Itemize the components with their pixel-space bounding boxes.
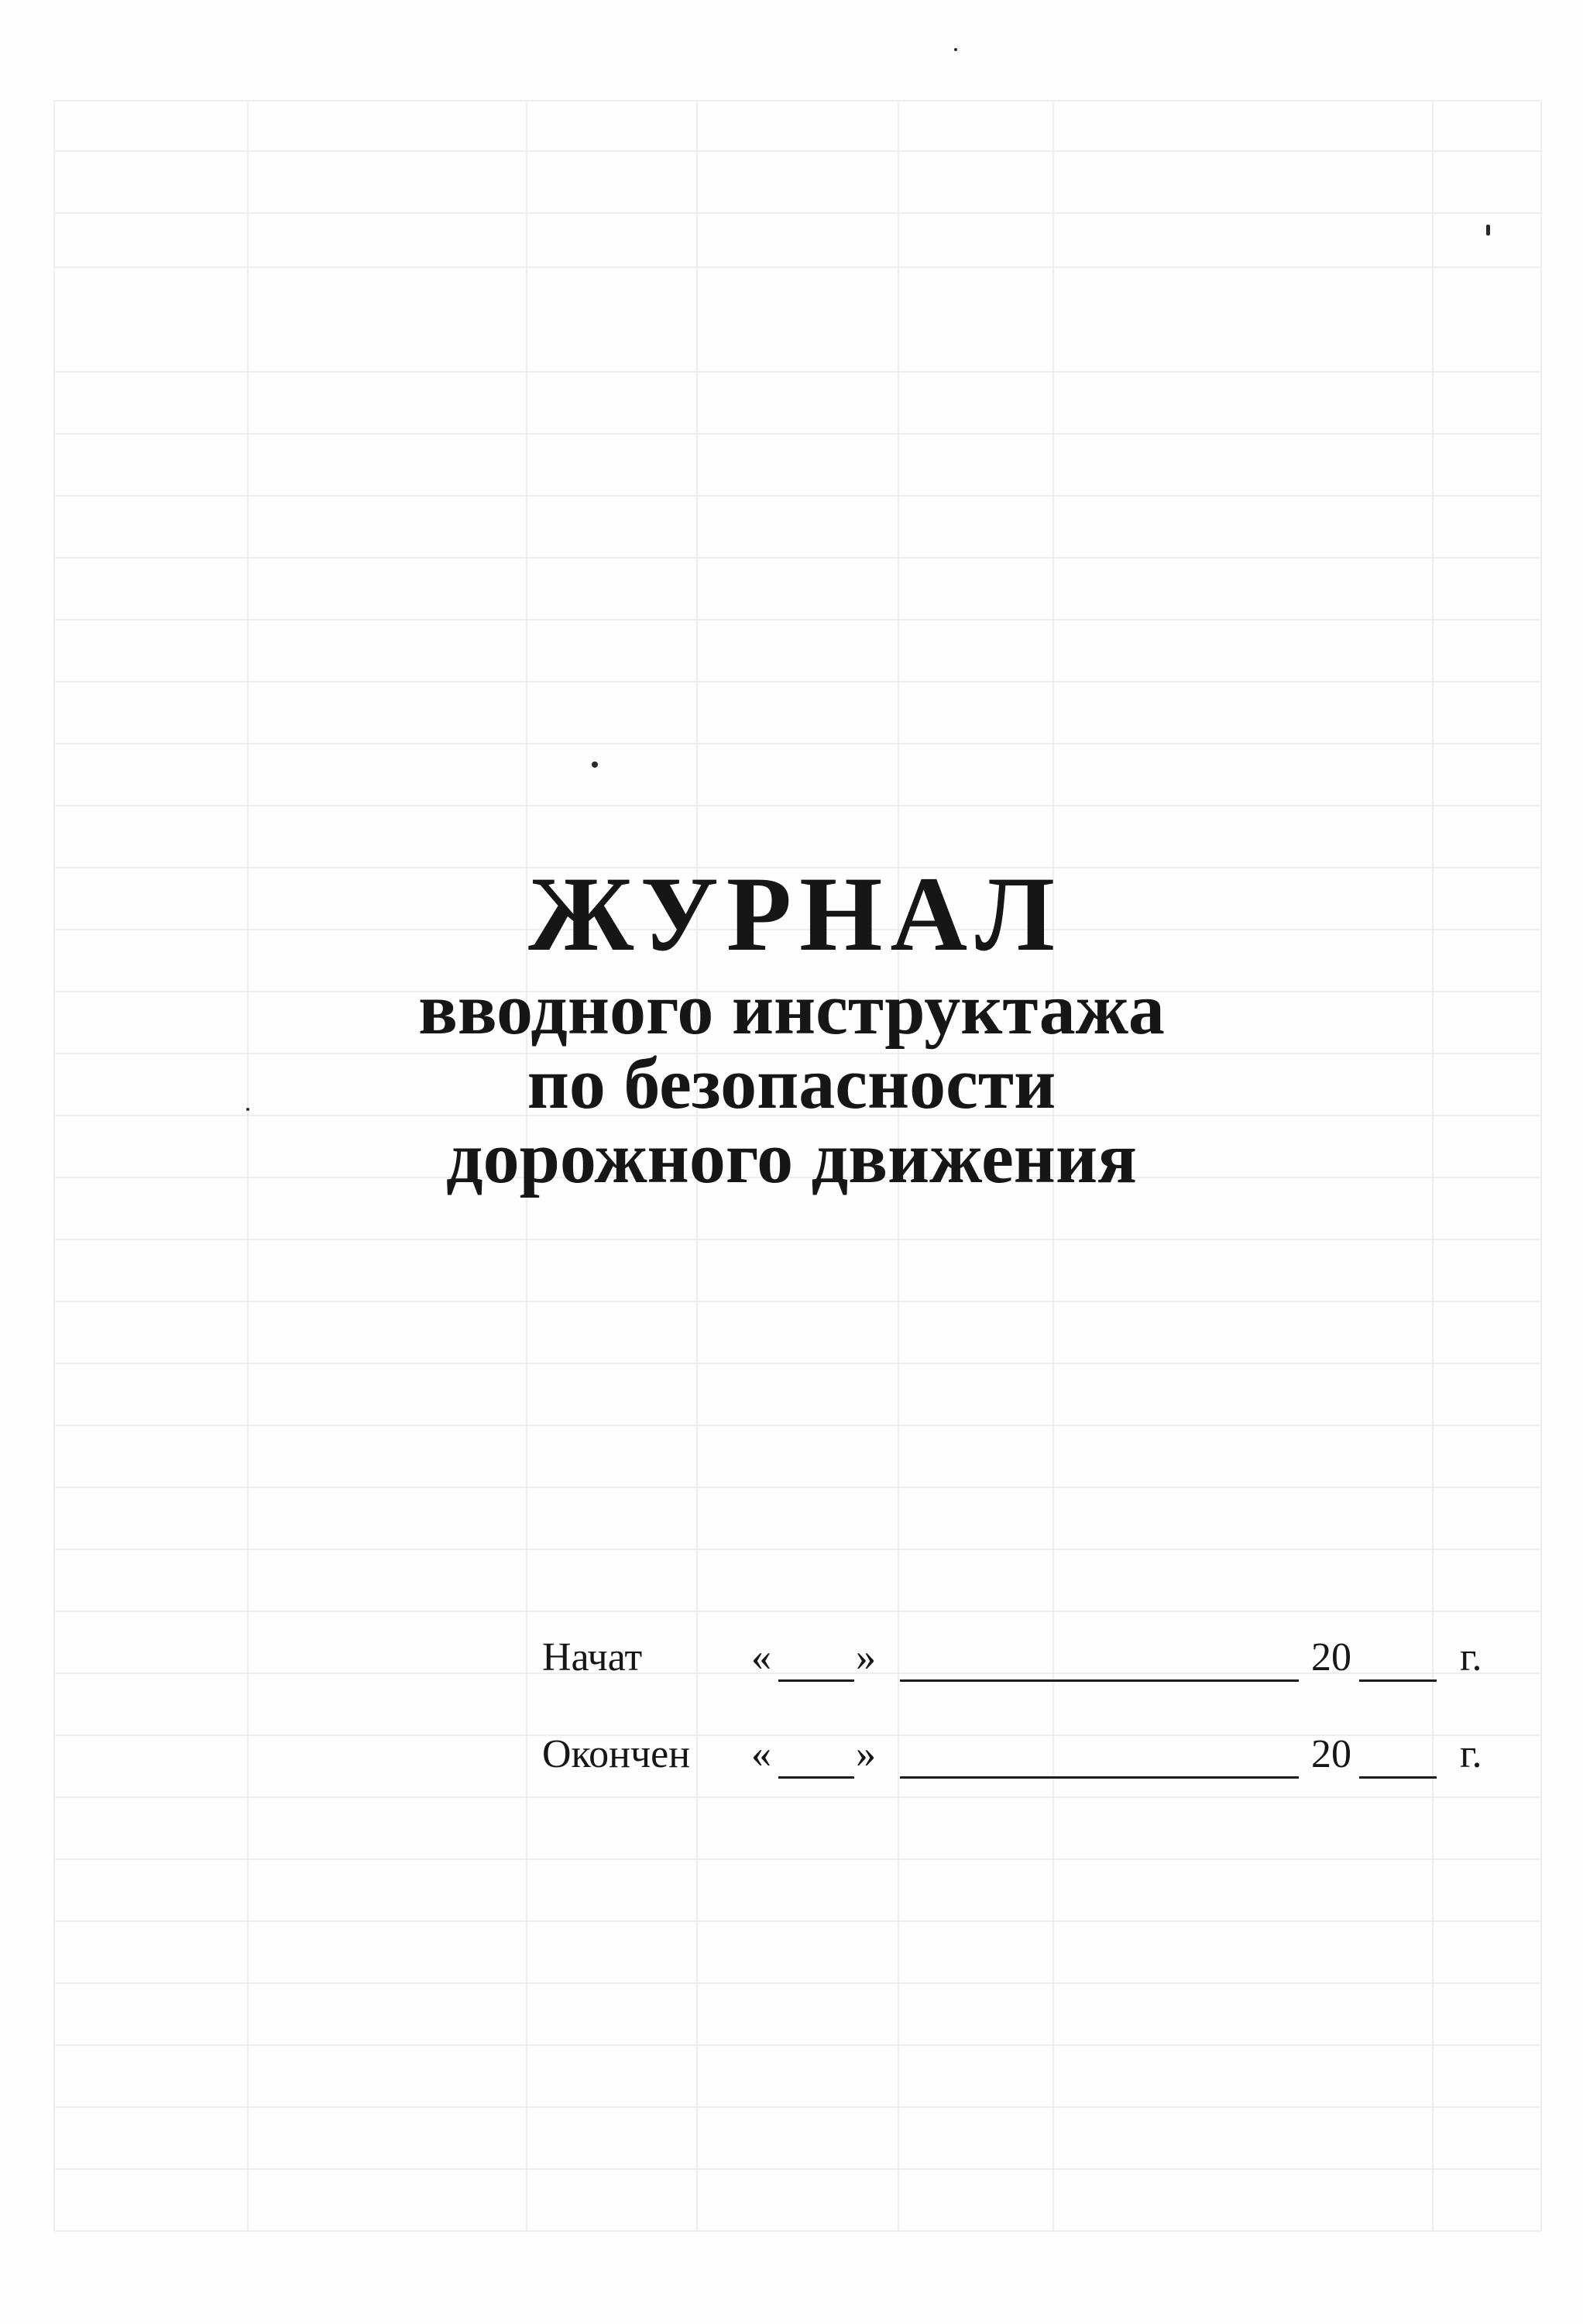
end-year-blank[interactable] — [1359, 1776, 1437, 1779]
start-date-row — [542, 1635, 1510, 1731]
start-day-open-quote: « — [751, 1635, 771, 1679]
end-day-blank[interactable] — [778, 1776, 854, 1779]
end-date-label: Окончен — [542, 1732, 691, 1776]
journal-subtitle-line-1: вводного инструктажа — [418, 969, 1165, 1050]
end-day-close-quote: » — [856, 1732, 876, 1776]
end-month-blank[interactable] — [900, 1776, 1299, 1779]
ink-speck — [954, 48, 957, 51]
end-day-open-quote: « — [751, 1732, 771, 1776]
journal-subtitle-line-3: дорожного движения — [446, 1118, 1137, 1198]
start-day-blank[interactable] — [778, 1679, 854, 1682]
ink-speck — [592, 761, 598, 768]
journal-dates — [542, 1635, 1510, 1828]
end-date-row — [542, 1731, 1510, 1828]
journal-title: ЖУРНАЛ — [528, 854, 1063, 973]
end-year-suffix: г. — [1460, 1732, 1482, 1776]
end-year-century: 20 — [1311, 1732, 1351, 1776]
start-day-close-quote: » — [856, 1635, 876, 1679]
journal-subtitle-line-2: по безопасности — [527, 1043, 1056, 1124]
start-year-suffix: г. — [1460, 1635, 1482, 1679]
start-date-label: Начат — [542, 1635, 643, 1679]
ink-speck — [1486, 225, 1490, 235]
start-year-century: 20 — [1311, 1635, 1351, 1679]
start-month-blank[interactable] — [900, 1679, 1299, 1682]
start-year-blank[interactable] — [1359, 1679, 1437, 1682]
journal-title-block — [0, 854, 1583, 1198]
